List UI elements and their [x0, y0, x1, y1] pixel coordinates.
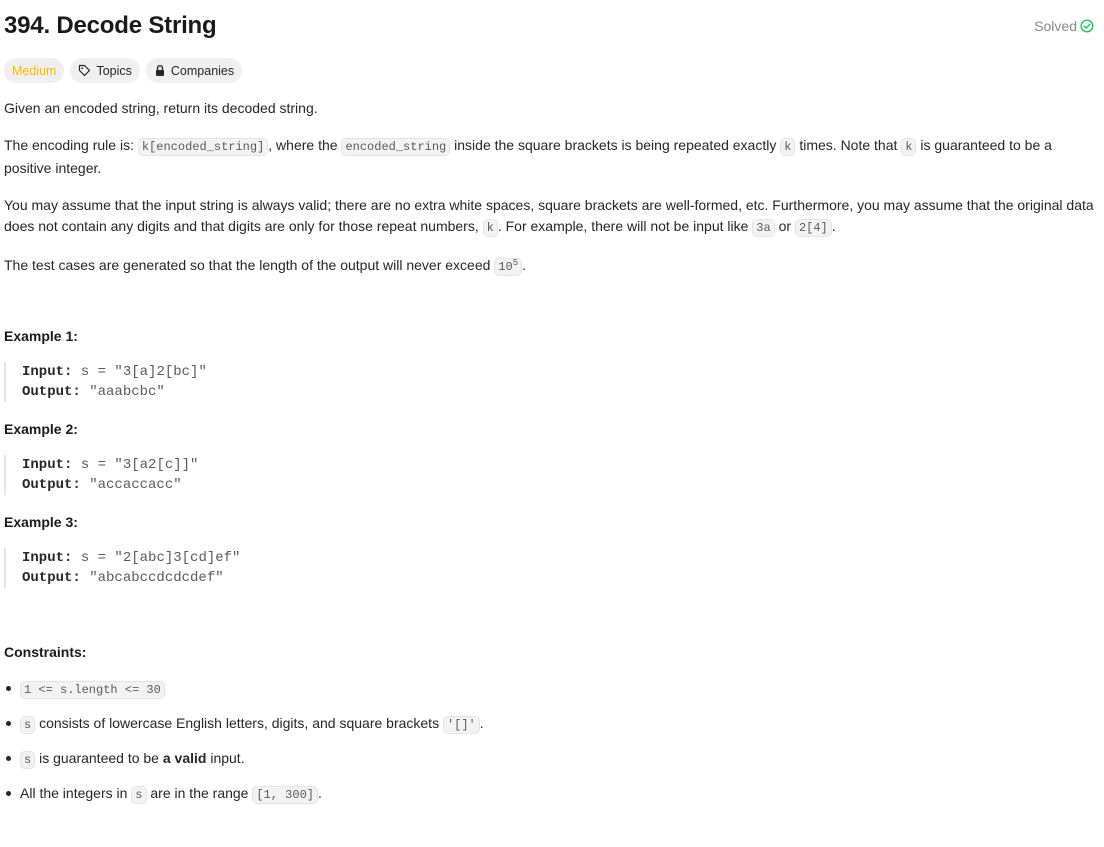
- input-value: s = "2[abc]3[cd]ef": [80, 550, 241, 566]
- description-paragraph-2: [4, 135, 1098, 179]
- difficulty-badge: [4, 58, 64, 83]
- inline-code: k[encoded_string]: [138, 138, 268, 156]
- text-segment: is guaranteed to be: [35, 750, 163, 766]
- description-paragraph-1: Given an encoded string, return its decoded string.: [4, 100, 318, 116]
- input-value: s = "3[a2[c]]": [80, 457, 199, 473]
- inline-code: 2[4]: [795, 219, 832, 237]
- example-input-line: [22, 548, 1022, 568]
- text-segment: The encoding rule is:: [4, 137, 138, 153]
- example-output-line: [22, 382, 1022, 402]
- constraints-list: [4, 678, 484, 818]
- code-exponent: 5: [512, 258, 519, 268]
- text-segment: is guaranteed to be a positive integer.: [4, 137, 1052, 176]
- example-3-block: [4, 548, 1022, 588]
- description-paragraph-4: [4, 255, 1098, 278]
- text-segment: .: [317, 785, 322, 801]
- input-label: Input:: [22, 457, 73, 473]
- example-input-line: [22, 455, 1022, 475]
- text-segment: .: [479, 715, 484, 731]
- text-segment: You may assume that the input string is always valid; there are no extra white spaces, square brackets are well-formed, etc. Furthermore, you may assume that the original data does not contain any digits and that digits are only for those repeat numbers,: [4, 197, 1094, 234]
- tag-icon: [78, 64, 91, 77]
- companies-button[interactable]: [146, 58, 242, 83]
- constraint-item: [20, 678, 484, 701]
- example-output-line: [22, 475, 1022, 495]
- example-1-block: [4, 362, 1022, 402]
- example-3-heading: Example 3:: [4, 514, 78, 530]
- inline-code: s: [20, 751, 35, 769]
- lock-icon: [154, 64, 166, 77]
- constraints-heading: Constraints:: [4, 644, 87, 660]
- example-2-heading: Example 2:: [4, 421, 78, 437]
- inline-code: k: [483, 219, 498, 237]
- example-input-line: [22, 362, 1022, 382]
- constraint-item: [20, 748, 484, 771]
- description-paragraph-3: [4, 195, 1098, 239]
- text-segment: inside the square brackets is being repeated exactly: [450, 137, 781, 153]
- inline-code: encoded_string: [341, 138, 450, 156]
- constraint-item: [20, 713, 484, 736]
- title-row: [4, 0, 1098, 56]
- inline-code: k: [901, 138, 916, 156]
- companies-label: Companies: [170, 63, 235, 78]
- example-1-heading: Example 1:: [4, 328, 78, 344]
- inline-code: 3a: [752, 219, 774, 237]
- text-segment: All the integers in: [20, 785, 132, 801]
- text-segment: or: [774, 218, 795, 234]
- text-segment: times. Note that: [795, 137, 902, 153]
- input-label: Input:: [22, 364, 73, 380]
- text-segment: are in the range: [146, 785, 253, 801]
- text-segment: The test cases are generated so that the length of the output will never exceed: [4, 257, 495, 273]
- output-value: "abcabccdcdcdef": [89, 570, 224, 586]
- solved-status: [1034, 18, 1094, 34]
- example-output-line: [22, 568, 1022, 588]
- output-label: Output:: [22, 570, 81, 586]
- text-segment: . For example, there will not be input like: [497, 218, 753, 234]
- inline-code: [1, 300]: [252, 786, 318, 804]
- topics-label: Topics: [96, 63, 132, 78]
- output-value: "accaccacc": [89, 477, 182, 493]
- bold-text: a valid: [162, 750, 207, 766]
- inline-code: '[]': [443, 716, 480, 734]
- example-2-block: [4, 455, 1022, 495]
- topics-button[interactable]: [70, 58, 139, 83]
- inline-code: s: [20, 716, 35, 734]
- problem-title[interactable]: 394. Decode String: [4, 12, 217, 39]
- problem-description: [4, 0, 1098, 802]
- text-segment: .: [831, 218, 836, 234]
- tag-row: [4, 58, 242, 83]
- output-value: "aaabcbc": [89, 384, 165, 400]
- inline-code: s: [131, 786, 146, 804]
- difficulty-label: Medium: [12, 63, 57, 78]
- output-label: Output:: [22, 477, 81, 493]
- input-label: Input:: [22, 550, 73, 566]
- text-segment: input.: [206, 750, 245, 766]
- text-segment: consists of lowercase English letters, digits, and square brackets: [35, 715, 443, 731]
- inline-code: [494, 258, 522, 276]
- inline-code: k: [780, 138, 795, 156]
- text-segment: , where the: [268, 137, 342, 153]
- description-text: [4, 98, 1098, 294]
- input-value: s = "3[a]2[bc]": [80, 364, 207, 380]
- check-circle-icon: [1080, 19, 1094, 33]
- constraint-item: [20, 783, 484, 806]
- code-base: 10: [498, 260, 513, 274]
- text-segment: .: [522, 257, 527, 273]
- output-label: Output:: [22, 384, 81, 400]
- solved-label: Solved: [1034, 18, 1077, 34]
- inline-code: 1 <= s.length <= 30: [20, 681, 165, 699]
